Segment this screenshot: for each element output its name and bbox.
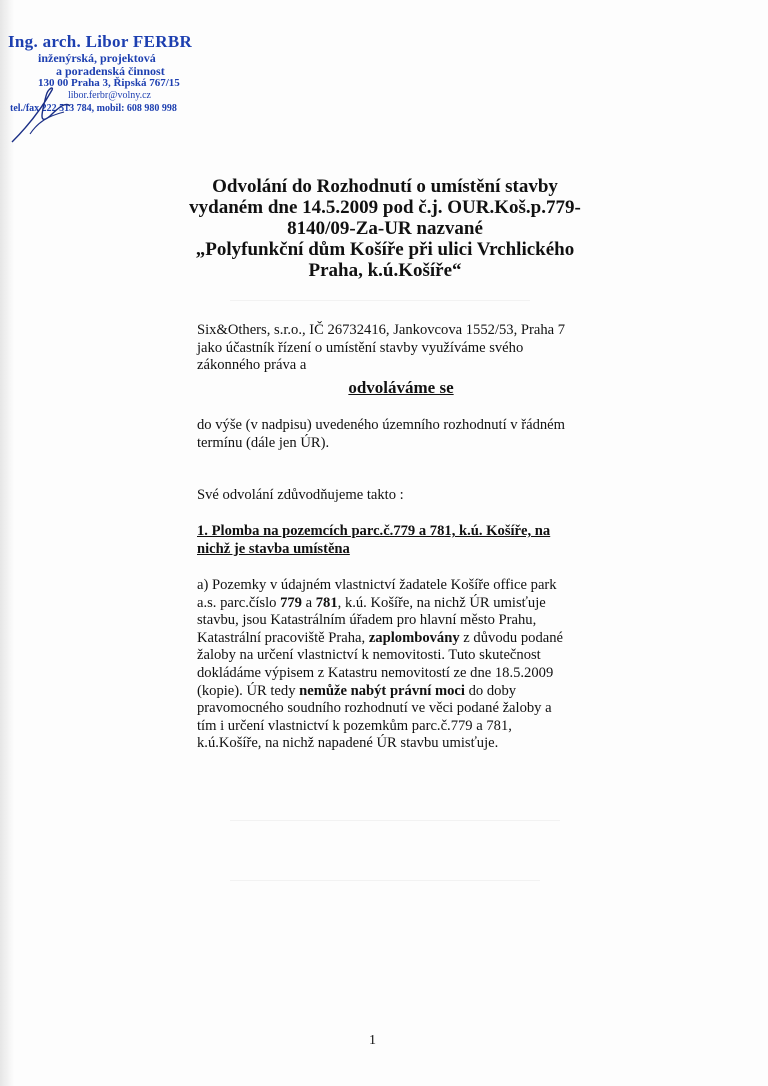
- title-line: „Polyfunkční dům Košíře při ulici Vrchlického: [195, 239, 575, 260]
- title-line: vydaném dne 14.5.2009 pod č.j. OUR.Koš.p.779-: [189, 197, 581, 218]
- stamp-line: Ing. arch. Libor FERBR: [8, 32, 193, 51]
- text-line: tím i určení vlastnictví k pozemkům parc.č.779 a 781,: [197, 717, 512, 734]
- text-line: zákonného práva a: [197, 357, 307, 374]
- company-stamp: [8, 26, 208, 126]
- text-line: jako účastník řízení o umístění stavby využíváme svého: [197, 339, 524, 356]
- bleed-through-line: [230, 300, 530, 301]
- stamp-line: libor.ferbr@volny.cz: [68, 90, 151, 101]
- appeal-statement: odvoláváme se: [348, 378, 454, 397]
- stamp-line: 130 00 Praha 3, Řipská 767/15: [38, 77, 180, 89]
- bleed-through-line: [230, 820, 560, 821]
- bleed-through-line: [230, 880, 540, 881]
- document-title: [170, 176, 600, 281]
- stamp-line: tel./fax 222 513 784, mobil: 608 980 998: [10, 103, 177, 114]
- page-number: 1: [369, 1033, 376, 1048]
- text-line: pravomocného soudního rozhodnutí ve věci podané žaloby a: [197, 700, 552, 717]
- text-line: k.ú.Košíře, na nichž napadené ÚR stavbu umisťuje.: [197, 735, 499, 752]
- section-paragraph: [197, 577, 617, 753]
- text-line: do výše (v nadpisu) uvedeného územního rozhodnutí v řádném: [197, 417, 565, 433]
- title-line: Odvolání do Rozhodnutí o umístění stavby: [212, 176, 558, 197]
- text-line: termínu (dále jen ÚR).: [197, 434, 330, 451]
- text-line: stavbu, jsou Katastrálním úřadem pro hlavní město Prahu,: [197, 612, 537, 629]
- stamp-line: inženýrská, projektová: [38, 51, 156, 65]
- text-line: Katastrální pracoviště Praha, zaplombovány z důvodu podané: [197, 629, 564, 646]
- text-line: žaloby na určení vlastnictví k nemovitosti. Tuto skutečnost: [197, 647, 541, 664]
- signature-scribble: [8, 76, 88, 146]
- heading-line: nichž je stavba umístěna: [197, 540, 350, 557]
- title-line: Praha, k.ú.Košíře“: [308, 260, 462, 281]
- text-line: a.s. parc.číslo 779 a 781, k.ú. Košíře, na nichž ÚR umisťuje: [197, 594, 546, 611]
- text-line: (kopie). ÚR tedy nemůže nabýt právní moci do doby: [197, 682, 517, 699]
- stamp-line: a poradenská činnost: [56, 64, 165, 78]
- section-heading: [197, 523, 617, 558]
- title-line: 8140/09-Za-UR nazvané: [287, 218, 483, 239]
- text-line: dokládáme výpisem z Katastru nemovitostí ze dne 18.5.2009: [197, 664, 554, 681]
- intro-paragraph: [197, 322, 617, 375]
- text-line: a) Pozemky v údajném vlastnictví žadatele Košíře office park: [197, 577, 557, 593]
- scope-paragraph: [197, 417, 607, 452]
- justification-intro: Své odvolání zdůvodňujeme takto :: [197, 487, 404, 503]
- text-line: Six&Others, s.r.o., IČ 26732416, Jankovcova 1552/53, Praha 7: [197, 322, 566, 338]
- heading-line: 1. Plomba na pozemcích parc.č.779 a 781, k.ú. Košíře, na: [197, 523, 551, 539]
- page-edge-shadow: [0, 0, 14, 1086]
